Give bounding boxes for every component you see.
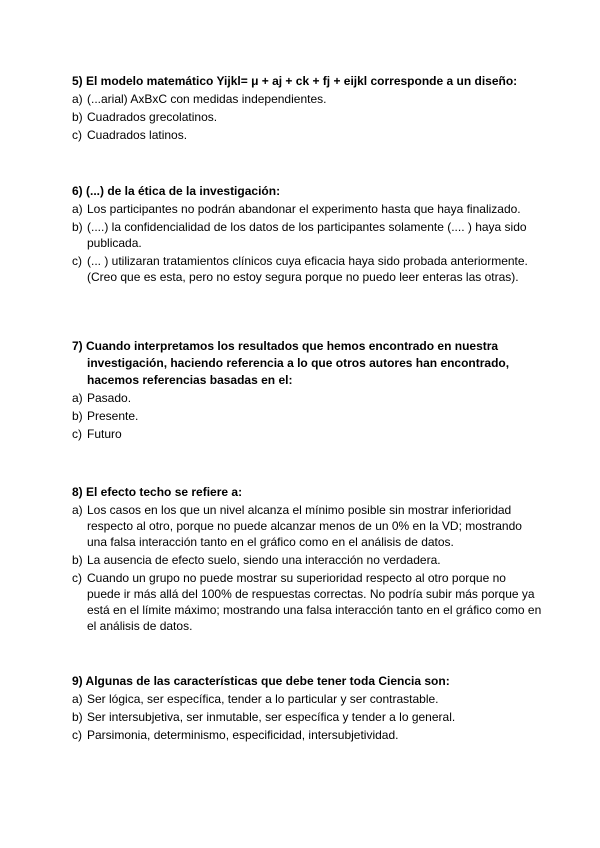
question-8 bbox=[72, 484, 542, 636]
option-text: Los participantes no podrán abandonar el experimento hasta que haya finalizado. bbox=[87, 202, 521, 216]
option-text: Presente. bbox=[87, 409, 139, 423]
options-list bbox=[72, 390, 542, 442]
option-a bbox=[72, 691, 542, 707]
option-letter: a) bbox=[72, 692, 83, 706]
option-a bbox=[72, 502, 542, 550]
options-list bbox=[72, 502, 542, 634]
option-text: (... ) utilizaran tratamientos clínicos cuya eficacia haya sido probada anteriormente. (Creo que es esta, pero no estoy segura porque no puedo leer enteras las otras). bbox=[87, 254, 528, 284]
option-text: Ser intersubjetiva, ser inmutable, ser específica y tender a lo general. bbox=[87, 710, 456, 724]
option-text: (....) la confidencialidad de los datos de los participantes solamente (.... ) haya sido publicada. bbox=[87, 220, 527, 250]
option-text: Cuadrados latinos. bbox=[87, 128, 188, 142]
option-text: Los casos en los que un nivel alcanza el mínimo posible sin mostrar inferioridad respecto al otro, porque no puede alcanzar menos de un 0% en la VD; mostrando una falsa interacción tanto en el gráfico como en el análisis de datos. bbox=[87, 503, 522, 549]
option-b bbox=[72, 219, 542, 251]
option-a bbox=[72, 91, 542, 107]
question-title: 7) Cuando interpretamos los resultados que hemos encontrado en nuestra investigación, haciendo referencia a lo que otros autores han encontrado, hacemos referencias basadas en el: bbox=[72, 339, 510, 387]
question-7 bbox=[72, 338, 542, 444]
options-list bbox=[72, 91, 542, 143]
option-text: Parsimonia, determinismo, especificidad, intersubjetividad. bbox=[87, 728, 399, 742]
option-text: Cuadrados grecolatinos. bbox=[87, 110, 218, 124]
option-c bbox=[72, 426, 542, 442]
option-letter: b) bbox=[72, 409, 83, 423]
option-b bbox=[72, 408, 542, 424]
option-b bbox=[72, 109, 542, 125]
option-text: Ser lógica, ser específica, tender a lo particular y ser contrastable. bbox=[87, 692, 439, 706]
option-c bbox=[72, 727, 542, 743]
options-list bbox=[72, 201, 542, 285]
option-c bbox=[72, 127, 542, 143]
question-5 bbox=[72, 73, 542, 145]
option-text: Futuro bbox=[87, 427, 122, 441]
option-letter: b) bbox=[72, 710, 83, 724]
option-letter: c) bbox=[72, 571, 82, 585]
option-c bbox=[72, 253, 542, 285]
option-letter: c) bbox=[72, 128, 82, 142]
option-text: Cuando un grupo no puede mostrar su superioridad respecto al otro porque no puede ir más allá del 100% de respuestas correctas. No podría subir más porque ya está en el límite máximo; mostrando una falsa interacción tanto en el gráfico como en el análisis de datos. bbox=[87, 571, 542, 633]
question-title: 9) Algunas de las características que debe tener toda Ciencia son: bbox=[72, 674, 450, 688]
option-letter: c) bbox=[72, 254, 82, 268]
option-letter: c) bbox=[72, 728, 82, 742]
option-letter: b) bbox=[72, 220, 83, 234]
option-letter: a) bbox=[72, 391, 83, 405]
option-b bbox=[72, 552, 542, 568]
option-letter: a) bbox=[72, 503, 83, 517]
option-b bbox=[72, 709, 542, 725]
option-letter: b) bbox=[72, 553, 83, 567]
option-a bbox=[72, 390, 542, 406]
option-letter: c) bbox=[72, 427, 82, 441]
question-title: 5) El modelo matemático Yijkl= μ + aj + ck + fj + eijkl corresponde a un diseño: bbox=[72, 74, 518, 88]
option-c bbox=[72, 570, 542, 634]
option-letter: a) bbox=[72, 202, 83, 216]
options-list bbox=[72, 691, 542, 743]
question-9 bbox=[72, 673, 542, 745]
question-6 bbox=[72, 183, 542, 287]
option-letter: b) bbox=[72, 110, 83, 124]
question-title: 8) El efecto techo se refiere a: bbox=[72, 485, 243, 499]
option-text: (...arial) AxBxC con medidas independientes. bbox=[87, 92, 327, 106]
option-a bbox=[72, 201, 542, 217]
question-title: 6) (...) de la ética de la investigación: bbox=[72, 184, 281, 198]
option-text: Pasado. bbox=[87, 391, 132, 405]
option-text: La ausencia de efecto suelo, siendo una interacción no verdadera. bbox=[87, 553, 441, 567]
option-letter: a) bbox=[72, 92, 83, 106]
